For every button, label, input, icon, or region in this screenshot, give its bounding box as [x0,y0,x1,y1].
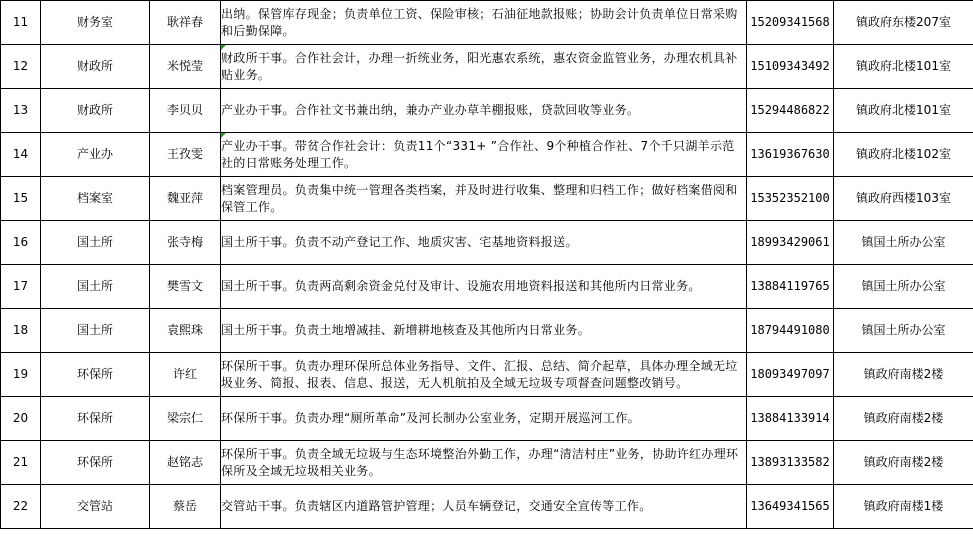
office-cell[interactable]: 镇政府南楼2楼 [834,353,973,397]
department-cell[interactable]: 环保所 [41,441,150,485]
phone-cell[interactable]: 18093497097 [747,353,834,397]
duty-cell[interactable]: 档案管理员。负责集中统一管理各类档案，并及时进行收集、整理和归档工作；做好档案借阅和保管工作。 [221,177,747,221]
row-number-cell[interactable]: 13 [1,89,41,133]
office-cell[interactable]: 镇政府西楼103室 [834,177,973,221]
name-cell[interactable]: 梁宗仁 [150,397,221,441]
office-cell[interactable]: 镇政府北楼101室 [834,45,973,89]
table-row [1,45,973,89]
department-cell[interactable]: 财政所 [41,45,150,89]
office-cell[interactable]: 镇国土所办公室 [834,221,973,265]
department-cell[interactable]: 环保所 [41,353,150,397]
name-cell[interactable]: 魏亚萍 [150,177,221,221]
duty-cell[interactable]: 出纳。保管库存现金；负责单位工资、保险审核；石油征地款报账；协助会计负责单位日常采购和后勤保障。 [221,1,747,45]
table-row [1,221,973,265]
row-number-cell[interactable]: 21 [1,441,41,485]
office-cell[interactable]: 镇政府北楼102室 [834,133,973,177]
duty-cell[interactable]: 产业办干事。合作社文书兼出纳，兼办产业办草羊棚报账，贷款回收等业务。 [221,89,747,133]
name-cell[interactable]: 赵铭志 [150,441,221,485]
department-cell[interactable]: 交管站 [41,485,150,529]
phone-cell[interactable]: 13893133582 [747,441,834,485]
department-cell[interactable]: 国土所 [41,265,150,309]
phone-cell[interactable]: 18993429061 [747,221,834,265]
name-cell[interactable]: 耿祥春 [150,1,221,45]
phone-cell[interactable]: 15294486822 [747,89,834,133]
row-number-cell[interactable]: 19 [1,353,41,397]
duty-text: 财政所干事。合作社会计，办理一折统业务，阳光惠农系统，惠农资金监管业务，办理农机具补贴业务。 [221,50,738,82]
duty-cell[interactable] [221,45,747,89]
office-cell[interactable]: 镇国土所办公室 [834,309,973,353]
phone-cell[interactable]: 18794491080 [747,309,834,353]
table-row [1,265,973,309]
name-cell[interactable]: 李贝贝 [150,89,221,133]
name-cell[interactable]: 袁熙珠 [150,309,221,353]
table-row [1,441,973,485]
duty-cell[interactable] [221,133,747,177]
table-row [1,133,973,177]
row-number-cell[interactable]: 14 [1,133,41,177]
department-cell[interactable]: 国土所 [41,221,150,265]
office-cell[interactable]: 镇政府南楼2楼 [834,441,973,485]
phone-cell[interactable]: 15209341568 [747,1,834,45]
row-number-cell[interactable]: 11 [1,1,41,45]
table-row [1,309,973,353]
row-number-cell[interactable]: 20 [1,397,41,441]
department-cell[interactable]: 档案室 [41,177,150,221]
name-cell[interactable]: 王孜雯 [150,133,221,177]
department-cell[interactable]: 产业办 [41,133,150,177]
office-cell[interactable]: 镇政府北楼101室 [834,89,973,133]
phone-cell[interactable]: 13619367630 [747,133,834,177]
table-body [1,1,973,529]
row-number-cell[interactable]: 17 [1,265,41,309]
table-row [1,89,973,133]
duty-cell[interactable]: 环保所干事。负责办理“厕所革命”及河长制办公室业务，定期开展巡河工作。 [221,397,747,441]
comment-indicator-icon[interactable] [221,133,226,138]
department-cell[interactable]: 财政所 [41,89,150,133]
name-cell[interactable]: 蔡岳 [150,485,221,529]
table-row [1,353,973,397]
table-row [1,177,973,221]
duty-cell[interactable]: 交管站干事。负责辖区内道路管护管理；人员车辆登记，交通安全宣传等工作。 [221,485,747,529]
row-number-cell[interactable]: 22 [1,485,41,529]
phone-cell[interactable]: 13884119765 [747,265,834,309]
comment-indicator-icon[interactable] [221,45,226,50]
duty-cell[interactable]: 环保所干事。负责全域无垃圾与生态环境整治外勤工作，办理“清洁村庄”业务，协助许红办理环保所及全域无垃圾相关业务。 [221,441,747,485]
office-cell[interactable]: 镇政府南楼2楼 [834,397,973,441]
table-row [1,485,973,529]
duty-text: 产业办干事。带贫合作社会计：负责11个“331+ ”合作社、9个种植合作社、7个千只湖羊示范社的日常账务处理工作。 [221,138,735,170]
duty-cell[interactable]: 国土所干事。负责土地增减挂、新增耕地核查及其他所内日常业务。 [221,309,747,353]
row-number-cell[interactable]: 12 [1,45,41,89]
row-number-cell[interactable]: 16 [1,221,41,265]
department-cell[interactable]: 财务室 [41,1,150,45]
duty-cell[interactable]: 环保所干事。负责办理环保所总体业务指导、文件、汇报、总结、简介起草，具体办理全域无垃圾业务、简报、报表、信息、报送，无人机航拍及全域无垃圾专项督查问题整改销号。 [221,353,747,397]
name-cell[interactable]: 米悦莹 [150,45,221,89]
row-number-cell[interactable]: 15 [1,177,41,221]
table-row [1,1,973,45]
department-cell[interactable]: 环保所 [41,397,150,441]
office-cell[interactable]: 镇政府南楼1楼 [834,485,973,529]
table-row [1,397,973,441]
duty-cell[interactable]: 国土所干事。负责两高剩余资金兑付及审计、设施农用地资料报送和其他所内日常业务。 [221,265,747,309]
phone-cell[interactable]: 13649341565 [747,485,834,529]
phone-cell[interactable]: 15109343492 [747,45,834,89]
row-number-cell[interactable]: 18 [1,309,41,353]
duty-cell[interactable]: 国土所干事。负责不动产登记工作、地质灾害、宅基地资料报送。 [221,221,747,265]
department-cell[interactable]: 国土所 [41,309,150,353]
office-cell[interactable]: 镇国土所办公室 [834,265,973,309]
name-cell[interactable]: 张寺梅 [150,221,221,265]
phone-cell[interactable]: 15352352100 [747,177,834,221]
name-cell[interactable]: 樊雪文 [150,265,221,309]
name-cell[interactable]: 许红 [150,353,221,397]
phone-cell[interactable]: 13884133914 [747,397,834,441]
office-cell[interactable]: 镇政府东楼207室 [834,1,973,45]
